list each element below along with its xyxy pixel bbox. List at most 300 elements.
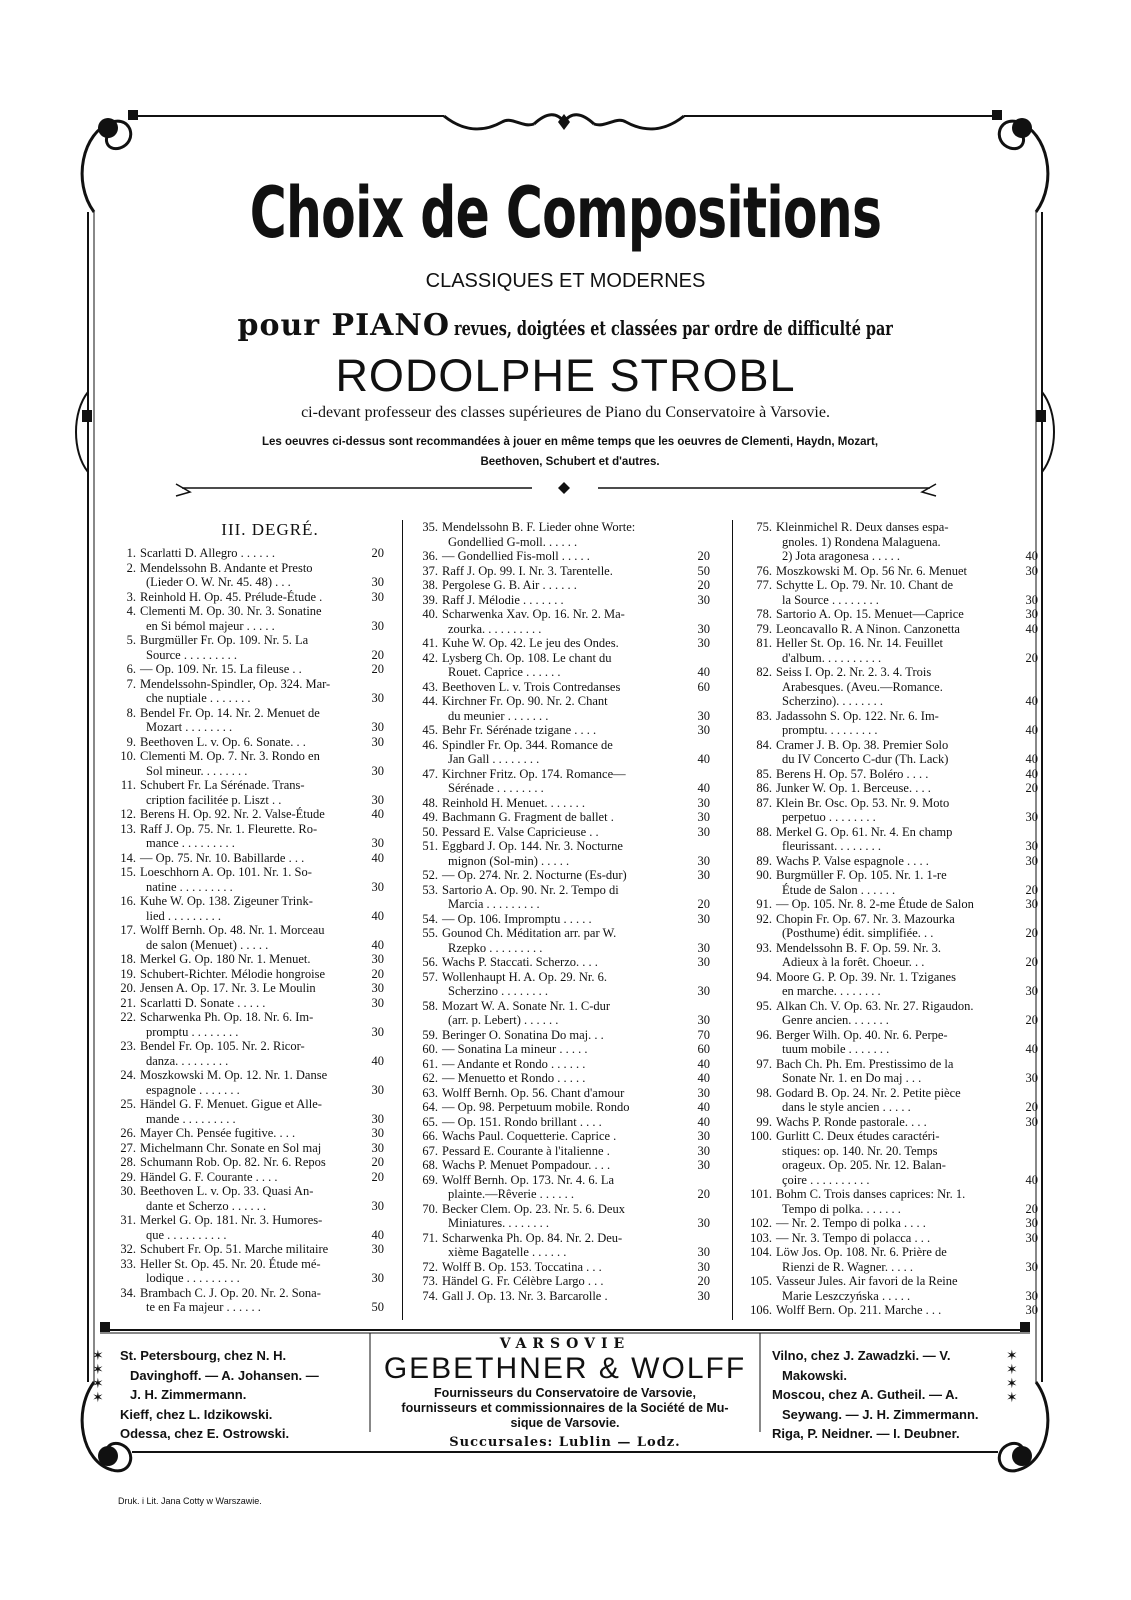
entry-price: 20	[697, 578, 710, 592]
entry-price: 30	[371, 995, 384, 1010]
catalog-entry	[112, 865, 388, 894]
entry-title-line	[748, 1274, 1010, 1289]
entry-number: 65.	[422, 1114, 438, 1129]
entry-title-line	[748, 941, 1010, 956]
entry-number: 70.	[422, 1201, 438, 1216]
publisher-name: GEBETHNER & WOLFF	[383, 1352, 747, 1385]
catalog-entry	[112, 1010, 388, 1039]
entry-title: Loeschhorn A. Op. 101. Nr. 1. So-	[140, 865, 312, 879]
entry-number: 30.	[120, 1184, 136, 1198]
entry-title: Bohm C. Trois danses caprices: Nr. 1.	[776, 1187, 966, 1201]
entry-title: Moore G. P. Op. 39. Nr. 1. Tziganes	[776, 969, 956, 984]
entry-continuation: natine . . . . . . . . .	[146, 879, 233, 894]
entry-number: 104.	[750, 1245, 772, 1259]
entry-continuation: Sol mineur. . . . . . . .	[146, 763, 248, 778]
entry-title: Schubert Fr. La Sérénade. Trans-	[140, 778, 305, 792]
entry-price: 30	[697, 1288, 710, 1303]
entry-price: 20	[1025, 1201, 1038, 1216]
entry-price: 30	[371, 1242, 384, 1256]
entry-continuation: mignon (Sol-min) . . . . .	[448, 853, 570, 868]
entry-title: Scarlatti D. Sonate . . . . .	[140, 995, 266, 1010]
entry-title: Raff J. Op. 75. Nr. 1. Fleurette. Ro-	[140, 821, 318, 836]
entry-title-line	[414, 578, 682, 593]
entry-title: — Andante et Rondo . . . . . .	[442, 1056, 586, 1071]
entry-title-line	[414, 680, 682, 695]
entry-continuation: perpetuo . . . . . . . .	[782, 810, 876, 824]
entry-number: 17.	[120, 923, 136, 937]
entry-title: Bendel Fr. Op. 14. Nr. 2. Menuet de	[140, 705, 320, 720]
entry-title-line	[748, 665, 1010, 680]
entry-continuation: Rienzi de R. Wagner. . . . .	[782, 1259, 914, 1274]
entry-price: 30	[697, 955, 710, 969]
entry-price: 30	[697, 1013, 710, 1027]
footer-agent-line: Makowski.	[782, 1367, 848, 1383]
entry-price: 30	[697, 853, 710, 868]
catalog-entry	[748, 738, 1042, 767]
entry-number: 85.	[756, 766, 772, 781]
entry-title: Mayer Ch. Pensée fugitive. . . .	[140, 1126, 296, 1140]
entry-number: 69.	[422, 1172, 438, 1187]
catalog-entry	[414, 1129, 714, 1144]
entry-title: Clementi M. Op. 30. Nr. 3. Sonatine	[140, 604, 322, 618]
entry-number: 41.	[422, 636, 438, 650]
entry-price: 30	[1025, 592, 1038, 607]
entry-continuation: xième Bagatelle . . . . . .	[448, 1245, 567, 1259]
catalog-entry	[414, 1274, 714, 1289]
entry-title: Löw Jos. Op. 108. Nr. 6. Prière de	[776, 1245, 947, 1259]
catalog-entry	[112, 996, 388, 1011]
entry-price: 30	[371, 1140, 384, 1155]
entry-title: Moszkowski M. Op. 12. Nr. 1. Danse	[140, 1068, 328, 1082]
entry-price: 50	[371, 1300, 384, 1314]
entry-price: 30	[1025, 607, 1038, 621]
entry-title: Schubert-Richter. Mélodie hongroise	[140, 966, 326, 981]
entry-number: 100.	[750, 1129, 772, 1143]
entry-price: 40	[371, 807, 384, 821]
entry-number: 76.	[756, 563, 772, 578]
catalog-entry	[414, 1071, 714, 1086]
entry-number: 35.	[422, 520, 438, 534]
entry-title: Scharwenka Ph. Op. 18. Nr. 6. Im-	[140, 1010, 314, 1024]
catalog-entry	[748, 897, 1042, 912]
entry-title-line	[748, 1028, 1010, 1043]
catalog-entry	[414, 694, 714, 723]
entry-price: 40	[1025, 752, 1038, 766]
entry-title-line	[414, 607, 682, 622]
entry-title: Beringer O. Sonatina Do maj. . .	[442, 1027, 604, 1042]
entry-number: 64.	[422, 1100, 438, 1114]
entry-title-line	[414, 1129, 682, 1144]
entry-title-line	[748, 796, 1010, 811]
entry-title-line	[414, 1057, 682, 1072]
entry-title: Spindler Fr. Op. 344. Romance de	[442, 737, 613, 752]
author-name: RODOLPHE STROBL	[335, 350, 796, 401]
entry-title: Jadassohn S. Op. 122. Nr. 6. Im-	[776, 708, 939, 723]
entry-number: 2.	[126, 560, 136, 575]
entry-price: 30	[371, 879, 384, 894]
entry-title: — Op. 151. Rondo brillant . . . .	[442, 1114, 602, 1129]
entry-title: Schubert Fr. Op. 51. Marche militaire	[140, 1242, 329, 1256]
entry-title-line	[414, 1173, 682, 1188]
entry-number: 32.	[120, 1242, 136, 1256]
entry-title: Alkan Ch. V. Op. 63. Nr. 27. Rigaudon.	[776, 998, 974, 1013]
entry-title: Mendelssohn-Spindler, Op. 324. Mar-	[140, 676, 331, 691]
entry-title-line	[748, 825, 1010, 840]
entry-title: Gounod Ch. Méditation arr. par W.	[442, 926, 617, 940]
entry-price: 30	[697, 1143, 710, 1158]
entry-title: Gurlitt C. Deux études caractéri-	[776, 1129, 940, 1143]
entry-number: 75.	[756, 520, 772, 534]
catalog-entry	[748, 1115, 1042, 1130]
entry-title: Wachs Paul. Coquetterie. Caprice .	[442, 1129, 617, 1143]
entry-price: 30	[697, 708, 710, 723]
entry-title-line	[414, 1028, 682, 1043]
entry-price: 30	[371, 1198, 384, 1213]
entry-title: Lysberg Ch. Op. 108. Le chant du	[442, 650, 612, 665]
entry-number: 60.	[422, 1042, 438, 1056]
entry-number: 34.	[120, 1285, 136, 1300]
entry-title-line	[414, 912, 682, 927]
entry-continuation: dante et Scherzo . . . . . .	[146, 1198, 267, 1213]
entry-number: 71.	[422, 1230, 438, 1245]
entry-title: Händel G. Fr. Célèbre Largo . . .	[442, 1274, 604, 1288]
entry-continuation: gnoles. 1) Rondena Malaguena.	[782, 534, 941, 549]
entry-number: 88.	[756, 824, 772, 839]
entry-title: Reinhold H. Menuet. . . . . . .	[442, 795, 586, 810]
entry-price: 20	[371, 966, 384, 981]
publisher-note: fournisseurs et commissionnaires de la Société de Mu-	[401, 1401, 729, 1415]
entry-title-line	[748, 1057, 1010, 1072]
entry-price: 20	[1025, 926, 1038, 940]
catalog-entry	[414, 999, 714, 1028]
entry-price: 30	[697, 795, 710, 810]
entry-price: 30	[371, 691, 384, 705]
entry-title: Kirchner Fritz. Op. 174. Romance—	[442, 766, 626, 781]
entry-title-line	[748, 564, 1010, 579]
entry-price: 30	[1025, 897, 1038, 911]
entry-number: 61.	[422, 1056, 438, 1071]
catalog-entry	[112, 662, 388, 677]
catalog-entry	[112, 1039, 388, 1068]
entry-number: 14.	[120, 850, 136, 865]
catalog-entry	[414, 1042, 714, 1057]
entry-price: 30	[1025, 1071, 1038, 1085]
entry-continuation: te en Fa majeur . . . . . .	[146, 1300, 261, 1314]
entry-number: 106.	[750, 1303, 772, 1317]
entry-title: Wolff Bernh. Op. 173. Nr. 4. 6. La	[442, 1172, 615, 1187]
catalog-entry	[748, 1129, 1042, 1187]
instrument-line	[0, 308, 1131, 343]
entry-continuation: mande . . . . . . . . .	[146, 1111, 236, 1126]
entry-number: 73.	[422, 1274, 438, 1288]
entry-title-line	[414, 1158, 682, 1173]
catalog-entry	[112, 1257, 388, 1286]
catalog-entry	[748, 520, 1042, 564]
entry-title: Merkel G. Op. 181. Nr. 3. Humores-	[140, 1213, 323, 1227]
entry-price: 30	[1025, 1259, 1038, 1274]
entry-title-line	[414, 520, 682, 535]
entry-continuation: orageux. Op. 205. Nr. 12. Balan-	[782, 1158, 946, 1172]
entry-title-line	[414, 868, 682, 883]
catalog-entry	[112, 807, 388, 822]
entry-price: 50	[697, 563, 710, 578]
entry-number: 25.	[120, 1097, 136, 1111]
entry-title-line	[112, 1170, 356, 1185]
catalog-column-2	[414, 520, 714, 1303]
entry-price: 40	[697, 665, 710, 679]
entry-title-line	[748, 1303, 1010, 1318]
entry-number: 13.	[120, 821, 136, 836]
catalog-column-3	[748, 520, 1042, 1318]
entry-price: 30	[697, 1259, 710, 1274]
catalog-entry	[414, 1173, 714, 1202]
catalog-entry	[414, 970, 714, 999]
entry-title: Godard B. Op. 24. Nr. 2. Petite pièce	[776, 1085, 961, 1100]
catalog-entry	[748, 709, 1042, 738]
catalog-entry	[748, 1231, 1042, 1246]
entry-title-line	[112, 996, 356, 1011]
catalog-entry	[414, 810, 714, 825]
entry-number: 89.	[756, 853, 772, 868]
entry-title-line	[414, 651, 682, 666]
revues-label: revues, doigtées et classées par ordre de difficulté par	[453, 316, 893, 340]
catalog-entry	[112, 1213, 388, 1242]
catalog-entry	[414, 738, 714, 767]
footer-agents-right	[772, 1346, 1004, 1444]
entry-title: Pessard E. Courante à l'italienne .	[442, 1143, 610, 1158]
entry-price: 30	[697, 1245, 710, 1259]
catalog-entry	[748, 607, 1042, 622]
entry-price: 30	[697, 911, 710, 926]
entry-title-line	[414, 839, 682, 854]
entry-number: 59.	[422, 1027, 438, 1042]
entry-price: 60	[697, 679, 710, 694]
entry-price: 40	[371, 1227, 384, 1242]
entry-price: 20	[371, 647, 384, 662]
catalog-entry	[414, 912, 714, 927]
entry-number: 40.	[422, 607, 438, 621]
entry-title: — Sonatina La mineur . . . . .	[442, 1042, 588, 1056]
catalog-entry	[748, 999, 1042, 1028]
entry-title-line	[112, 561, 356, 576]
catalog-entry	[748, 970, 1042, 999]
entry-price: 30	[1025, 1303, 1038, 1317]
footer-agents-left	[120, 1346, 360, 1444]
entry-price: 40	[371, 850, 384, 865]
entry-title-line	[748, 622, 1010, 637]
entry-title-line	[414, 1086, 682, 1101]
entry-number: 16.	[120, 894, 136, 908]
entry-number: 55.	[422, 926, 438, 940]
entry-price: 30	[371, 1024, 384, 1039]
entry-title: Reinhold H. Op. 45. Prélude-Étude .	[140, 589, 323, 604]
entry-title-line	[112, 1286, 356, 1301]
entry-number: 94.	[756, 969, 772, 984]
entry-price: 40	[697, 752, 710, 766]
entry-number: 72.	[422, 1259, 438, 1274]
entry-title: Behr Fr. Sérénade tzigane . . . .	[442, 723, 597, 737]
entry-title: Gall J. Op. 13. Nr. 3. Barcarolle .	[442, 1288, 608, 1303]
catalog-entry	[748, 854, 1042, 869]
entry-number: 28.	[120, 1155, 136, 1169]
entry-continuation: cription facilitée p. Liszt . .	[146, 792, 282, 807]
catalog-entry	[414, 607, 714, 636]
entry-title: Wachs P. Staccati. Scherzo. . . .	[442, 955, 598, 969]
entry-title-line	[748, 1129, 1010, 1144]
entry-title: — Gondellied Fis-moll . . . . .	[442, 549, 590, 563]
entry-title-line	[748, 1245, 1010, 1260]
entry-title-line	[748, 578, 1010, 593]
catalog-entry	[748, 767, 1042, 782]
entry-title-line	[112, 1126, 356, 1141]
entry-title-line	[414, 1260, 682, 1275]
entry-number: 15.	[120, 865, 136, 879]
entry-price: 40	[371, 937, 384, 952]
catalog-entry	[414, 1260, 714, 1275]
entry-number: 23.	[120, 1039, 136, 1053]
entry-title: Schumann Rob. Op. 82. Nr. 6. Repos	[140, 1155, 326, 1169]
entry-number: 8.	[126, 705, 136, 720]
entry-continuation: 2) Jota aragonesa . . . . .	[782, 549, 901, 563]
entry-title: Bendel Fr. Op. 105. Nr. 2. Ricor-	[140, 1039, 305, 1053]
entry-title-line	[414, 767, 682, 782]
entry-continuation: dans le style ancien . . . . .	[782, 1100, 911, 1114]
entry-number: 78.	[756, 607, 772, 621]
entry-number: 98.	[756, 1085, 772, 1100]
author-credentials: ci-devant professeur des classes supérieures de Piano du Conservatoire à Varsovie.	[301, 404, 830, 421]
entry-price: 30	[371, 952, 384, 966]
entry-price: 40	[697, 1114, 710, 1129]
catalog-entry	[414, 593, 714, 608]
catalog-entry	[414, 1158, 714, 1173]
recommendation-note	[140, 432, 1000, 472]
entry-number: 57.	[422, 969, 438, 984]
entry-price: 40	[697, 1100, 710, 1114]
catalog-entry	[414, 955, 714, 970]
entry-price: 30	[371, 575, 384, 589]
catalog-entry	[414, 1115, 714, 1130]
entry-number: 91.	[756, 897, 772, 911]
entry-title: Kirchner Fr. Op. 90. Nr. 2. Chant	[442, 694, 608, 708]
catalog-entry	[748, 941, 1042, 970]
entry-title-line	[414, 1071, 682, 1086]
catalog-entry	[748, 1086, 1042, 1115]
entry-price: 30	[371, 589, 384, 604]
entry-continuation: Adieux à la forêt. Choeur. . .	[782, 955, 925, 969]
entry-number: 102.	[750, 1216, 772, 1230]
entry-title-line	[112, 807, 356, 822]
entry-number: 36.	[422, 549, 438, 563]
entry-title-line	[414, 999, 682, 1014]
catalog-entry	[414, 825, 714, 840]
catalog-entry	[112, 1286, 388, 1315]
catalog-column-1	[112, 520, 388, 1315]
entry-price: 30	[697, 621, 710, 636]
entry-title: Scharwenka Ph. Op. 84. Nr. 2. Deu-	[442, 1230, 623, 1245]
footer-publisher	[370, 1336, 760, 1450]
entry-title-line	[112, 604, 356, 619]
entry-number: 84.	[756, 737, 772, 752]
entry-price: 40	[1025, 1042, 1038, 1056]
entry-number: 21.	[120, 995, 136, 1010]
catalog-entry	[414, 796, 714, 811]
entry-price: 30	[371, 618, 384, 633]
catalog-entry	[112, 923, 388, 952]
entry-price: 30	[371, 1126, 384, 1140]
entry-title-line	[748, 1231, 1010, 1246]
catalog-entry	[112, 1126, 388, 1141]
catalog-entry	[414, 1202, 714, 1231]
publisher-note: sique de Varsovie.	[510, 1416, 620, 1430]
catalog-entry	[112, 851, 388, 866]
entry-continuation: que . . . . . . . . . .	[146, 1227, 227, 1242]
entry-number: 42.	[422, 650, 438, 665]
entry-price: 30	[371, 1111, 384, 1126]
catalog-entry	[748, 1303, 1042, 1318]
catalog-entry	[414, 1289, 714, 1304]
entry-title: Mendelssohn B. F. Lieder ohne Worte:	[442, 520, 636, 534]
entry-number: 96.	[756, 1027, 772, 1042]
catalog-entry	[414, 1028, 714, 1043]
catalog-entry	[112, 967, 388, 982]
catalog-entry	[112, 561, 388, 590]
entry-title-line	[112, 749, 356, 764]
entry-price: 60	[697, 1042, 710, 1056]
entry-title: — Nr. 2. Tempo di polka . . . .	[776, 1216, 926, 1230]
entry-continuation: Genre ancien. . . . . . .	[782, 1013, 889, 1027]
catalog-entry	[748, 622, 1042, 637]
entry-price: 40	[371, 908, 384, 923]
entry-title-line	[414, 796, 682, 811]
entry-number: 4.	[126, 604, 136, 618]
entry-price: 20	[697, 549, 710, 563]
entry-price: 30	[371, 981, 384, 995]
entry-title-line	[414, 1042, 682, 1057]
entry-title: Beethoven L. v. Op. 33. Quasi An-	[140, 1184, 314, 1198]
entry-number: 37.	[422, 563, 438, 578]
catalog-entry	[414, 520, 714, 549]
entry-title-line	[112, 662, 356, 677]
entry-title-line	[748, 520, 1010, 535]
entry-title-line	[112, 1010, 356, 1025]
entry-title: Cramer J. B. Op. 38. Premier Solo	[776, 737, 949, 752]
entry-title-line	[112, 706, 356, 721]
entry-title: Bach Ch. Ph. Em. Prestissimo de la	[776, 1056, 954, 1071]
entry-title-line	[112, 923, 356, 938]
entry-title: Mendelssohn B. F. Op. 59. Nr. 3.	[776, 940, 941, 955]
entry-title-line	[112, 1184, 356, 1199]
entry-price: 30	[697, 810, 710, 824]
catalog-entry	[414, 564, 714, 579]
entry-number: 67.	[422, 1143, 438, 1158]
entry-number: 79.	[756, 621, 772, 636]
entry-title: Berens H. Op. 92. Nr. 2. Valse-Étude	[140, 807, 325, 821]
entry-price: 30	[697, 723, 710, 737]
entry-title: Schytte L. Op. 79. Nr. 10. Chant de	[776, 578, 954, 592]
entry-price: 20	[1025, 1100, 1038, 1114]
entry-continuation: tuum mobile . . . . . . .	[782, 1042, 890, 1056]
entry-price: 70	[697, 1027, 710, 1042]
entry-title-line	[748, 738, 1010, 753]
entry-title: — Op. 106. Impromptu . . . . .	[442, 911, 592, 926]
entry-number: 11.	[120, 778, 136, 792]
footer-agent-line: St. Petersbourg, chez N. H.	[120, 1348, 287, 1363]
entry-title-line	[414, 926, 682, 941]
entry-number: 18.	[120, 952, 136, 966]
entry-title-line	[112, 1242, 356, 1257]
entry-continuation: çoire . . . . . . . . . .	[782, 1172, 870, 1187]
entry-title-line	[748, 636, 1010, 651]
